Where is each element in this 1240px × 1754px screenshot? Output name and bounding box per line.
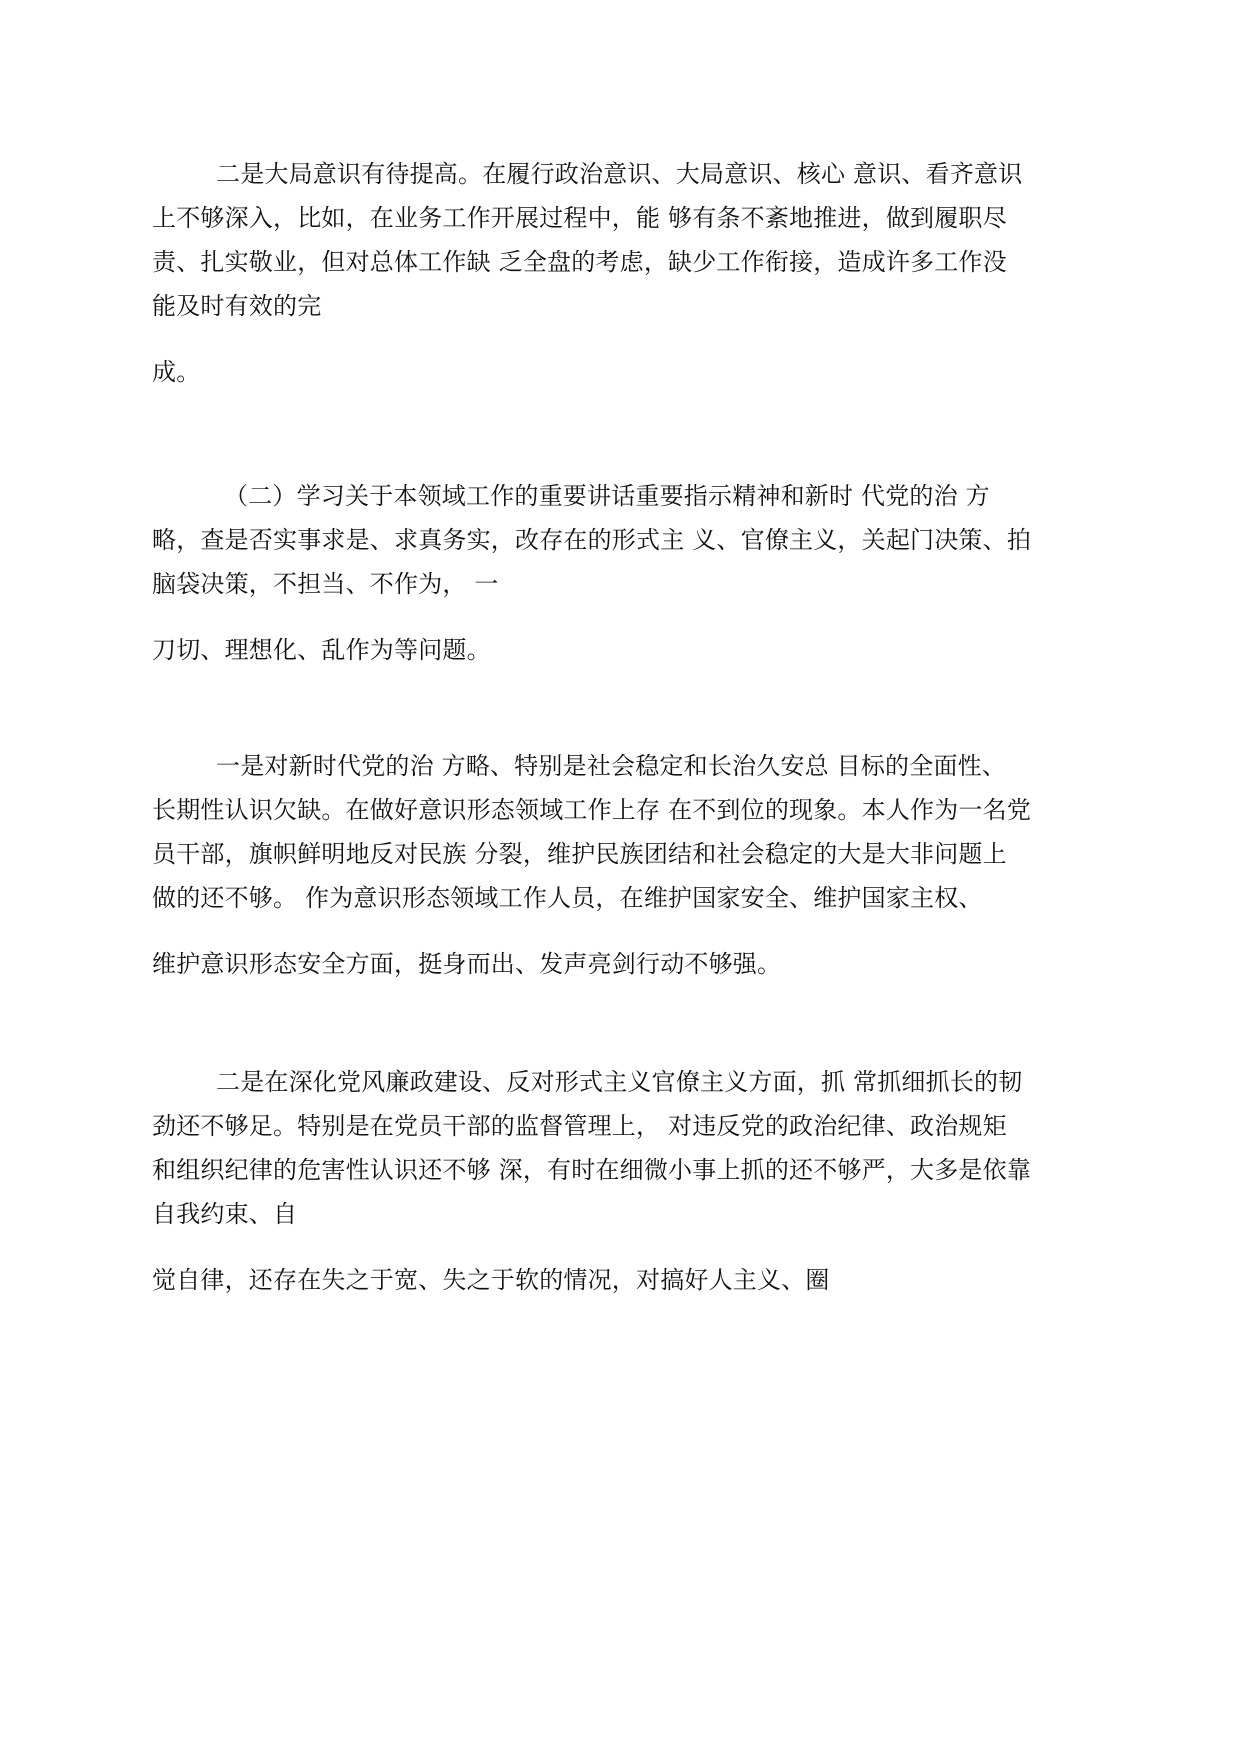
paragraph-2-line-1: （二）学习关于本领域工作的重要讲话重要指示精神和新时 代党的治 方 <box>224 482 990 510</box>
paragraph-3-line-4: 做的还不够。 作为意识形态领域工作人员，在维护国家安全、维护国家主权、 <box>152 884 983 912</box>
paragraph-1-line-2: 上不够深入，比如，在业务工作开展过程中，能 够有条不紊地推进，做到履职尽 <box>152 204 1007 232</box>
paragraph-1-line-1: 二是大局意识有待提高。在履行政治意识、大局意识、核心 意识、看齐意识 <box>216 160 1023 188</box>
paragraph-3-line-2: 长期性认识欠缺。在做好意识形态领域工作上存 在不到位的现象。本人作为一名党 <box>152 796 1032 824</box>
paragraph-2-line-2: 略，查是否实事求是、求真务实，改存在的形式主 义、官僚主义，关起门决策、拍 <box>152 526 1032 554</box>
paragraph-4-line-3: 和组织纪律的危害性认识还不够 深，有时在细微小事上抓的还不够严，大多是依靠 <box>152 1156 1032 1184</box>
paragraph-3-line-3: 员干部，旗帜鲜明地反对民族 分裂，维护民族团结和社会稳定的大是大非问题上 <box>152 840 1007 868</box>
paragraph-3-tail: 维护意识形态安全方面，挺身而出、发声亮剑行动不够强。 <box>152 950 782 978</box>
paragraph-1-line-4: 能及时有效的完 <box>152 292 322 320</box>
paragraph-3-line-1: 一是对新时代党的治 方略、特别是社会稳定和长治久安总 目标的全面性、 <box>216 752 1007 780</box>
paragraph-1-line-3: 责、扎实敬业，但对总体工作缺 乏全盘的考虑，缺少工作衔接，造成许多工作没 <box>152 248 1007 276</box>
paragraph-4-line-1: 二是在深化党风廉政建设、反对形式主义官僚主义方面，抓 常抓细抓长的韧 <box>216 1068 1023 1096</box>
paragraph-4-line-4: 自我约束、自 <box>152 1200 298 1228</box>
paragraph-2-tail: 刀切、理想化、乱作为等问题。 <box>152 636 491 664</box>
paragraph-2-line-3: 脑袋决策，不担当、不作为， 一 <box>152 570 499 598</box>
paragraph-4-line-2: 劲还不够足。特别是在党员干部的监督管理上， 对违反党的政治纪律、政治规矩 <box>152 1112 1007 1140</box>
paragraph-1-tail: 成。 <box>152 358 201 386</box>
paragraph-4-tail: 觉自律，还存在失之于宽、失之于软的情况，对搞好人主义、圈 <box>152 1266 830 1294</box>
